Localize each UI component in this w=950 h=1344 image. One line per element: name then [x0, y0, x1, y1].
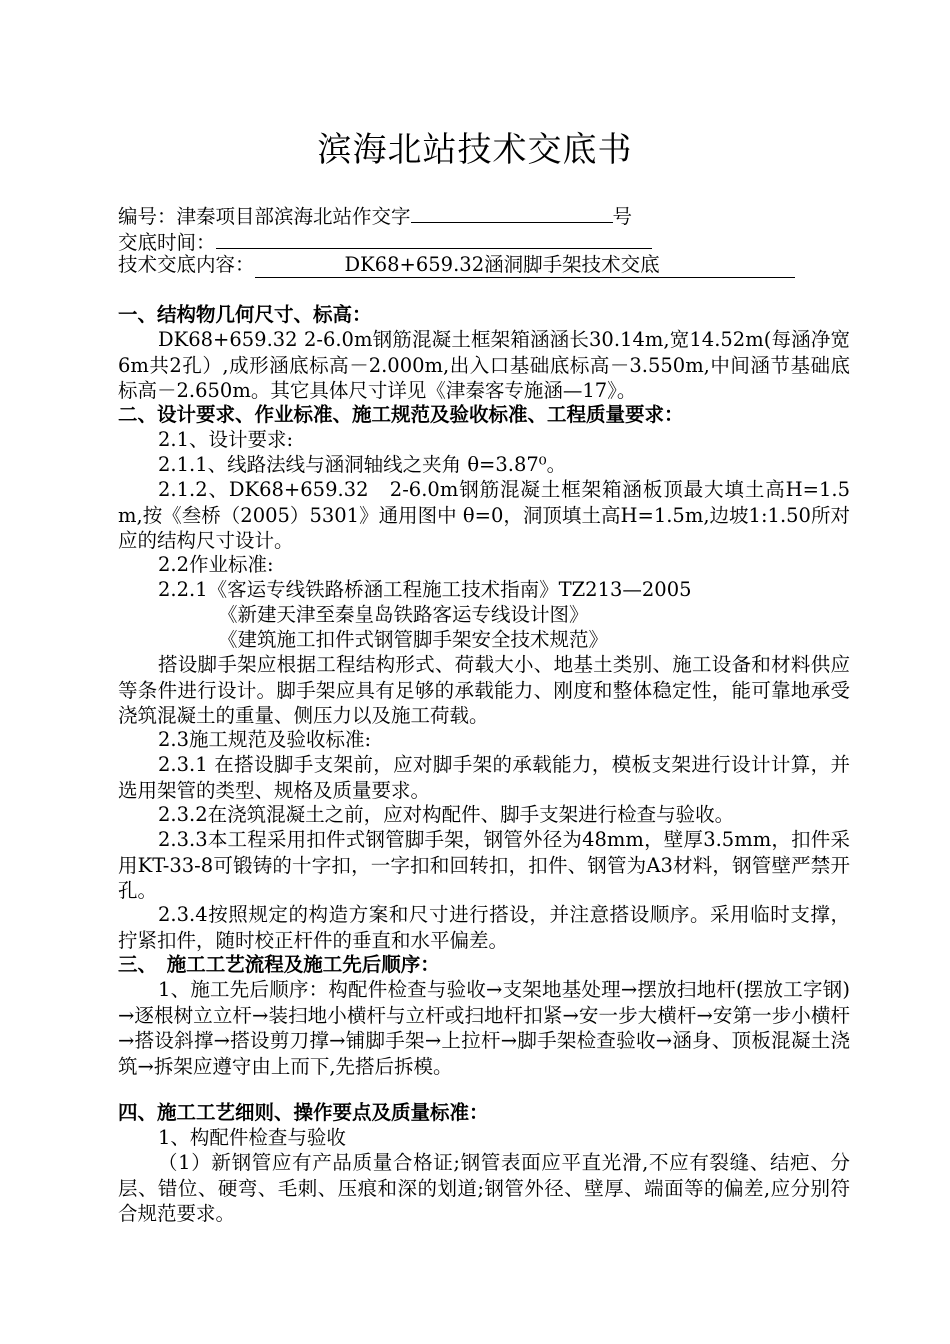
- number-blank: [411, 200, 613, 223]
- item-2-3-4: 2.3.4按照规定的构造方案和尺寸进行搭设，并注意搭设顺序。采用临时支撑，拧紧扣件，随时校正杆件的垂直和水平偏差。: [118, 903, 850, 952]
- item-2-3-1: 2.3.1 在搭设脚手支架前，应对脚手架的承载能力，模板支架进行设计计算，并选用架管的类型、规格及质量要求。: [118, 753, 850, 802]
- document-title: 滨海北站技术交底书: [317, 130, 633, 170]
- section-2-heading: 二、设计要求、作业标准、施工规范及验收标准、工程质量要求：: [118, 403, 684, 426]
- construction-specs: 2.3施工规范及验收标准:: [158, 728, 372, 751]
- number-suffix: 号: [612, 205, 633, 228]
- steel-pipe-requirements: （1）新钢管应有产品质量合格证;钢管表面应平直光滑,不应有裂缝、结疤、分层、错位、硬弯、毛刺、压痕和深的划道;钢管外径、壁厚、端面等的偏差,应分别符合规范要求。: [118, 1151, 850, 1225]
- section-1-paragraph: DK68+659.32 2-6.0m钢筋混凝土框架箱涵涵长30.14m,宽14.52m(每涵净宽6m共2孔）,成形涵底标高－2.000m,出入口基础底标高－3.550m,中间涵节基础底标高－2.650m。其它具体尺寸详见《津秦客专施涵—17》。: [118, 328, 850, 402]
- item-2-3-2: 2.3.2在浇筑混凝土之前，应对构配件、脚手支架进行检查与验收。: [158, 803, 735, 826]
- standard-scaffold-safety: 《建筑施工扣件式钢管脚手架安全技术规范》: [218, 628, 609, 651]
- section-4-heading: 四、施工工艺细则、操作要点及质量标准：: [118, 1101, 489, 1124]
- work-standards: 2.2作业标准:: [158, 553, 274, 576]
- item-2-3-3: 2.3.3本工程采用扣件式钢管脚手架，钢管外径为48mm，壁厚3.5mm，扣件采用KT-33-8可锻铸的十字扣，一字扣和回转扣，扣件、钢管为A3材料，钢管壁严禁开孔。: [118, 828, 850, 902]
- component-inspection: 1、构配件检查与验收: [158, 1126, 346, 1149]
- section-3-heading: 三、 施工工艺流程及施工先后顺序：: [118, 953, 440, 976]
- content-value: DK68+659.32涵洞脚手架技术交底: [255, 253, 795, 278]
- standard-design-drawings: 《新建天津至秦皇岛铁路客运专线设计图》: [218, 603, 589, 626]
- content-label: 技术交底内容：: [118, 253, 255, 276]
- scaffold-design-paragraph: 搭设脚手架应根据工程结构形式、荷载大小、地基土类别、施工设备和材料供应等条件进行设计。脚手架应具有足够的承载能力、刚度和整体稳定性，能可靠地承受浇筑混凝土的重量、侧压力以及施工荷载。: [118, 653, 850, 727]
- time-label: 交底时间：: [118, 231, 216, 254]
- item-2-1-2: 2.1.2、DK68+659.32 2-6.0m钢筋混凝土框架箱涵板顶最大填土高H=1.5m,按《叁桥（2005）5301》通用图中 θ=0，洞顶填土高H=1.5m,边坡1:1.50所对应的结构尺寸设计。: [118, 478, 850, 552]
- construction-sequence: 1、施工先后顺序：构配件检查与验收→支架地基处理→摆放扫地杆(摆放工字钢)→逐根树立立杆→装扫地小横杆与立杆或扫地杆扣紧→安一步大横杆→安第一步小横杆→搭设斜撑→搭设剪刀撑→铺脚手架→上拉杆→脚手架检查验收→涵身、顶板混凝土浇筑→拆架应遵守由上而下,先搭后拆模。: [118, 978, 850, 1078]
- number-label: 编号：: [118, 205, 177, 228]
- time-blank: [216, 226, 652, 249]
- section-1-heading: 一、结构物几何尺寸、标高：: [118, 303, 372, 326]
- item-2-2-1: 2.2.1《客运专线铁路桥涵工程施工技术指南》TZ213—2005: [158, 578, 692, 601]
- content-line: [118, 252, 858, 278]
- number-value: 津秦项目部滨海北站作交字: [176, 205, 411, 228]
- design-requirements: 2.1、设计要求:: [158, 428, 294, 451]
- item-2-1-1: 2.1.1、线路法线与涵洞轴线之夹角 θ=3.87⁰。: [158, 453, 567, 476]
